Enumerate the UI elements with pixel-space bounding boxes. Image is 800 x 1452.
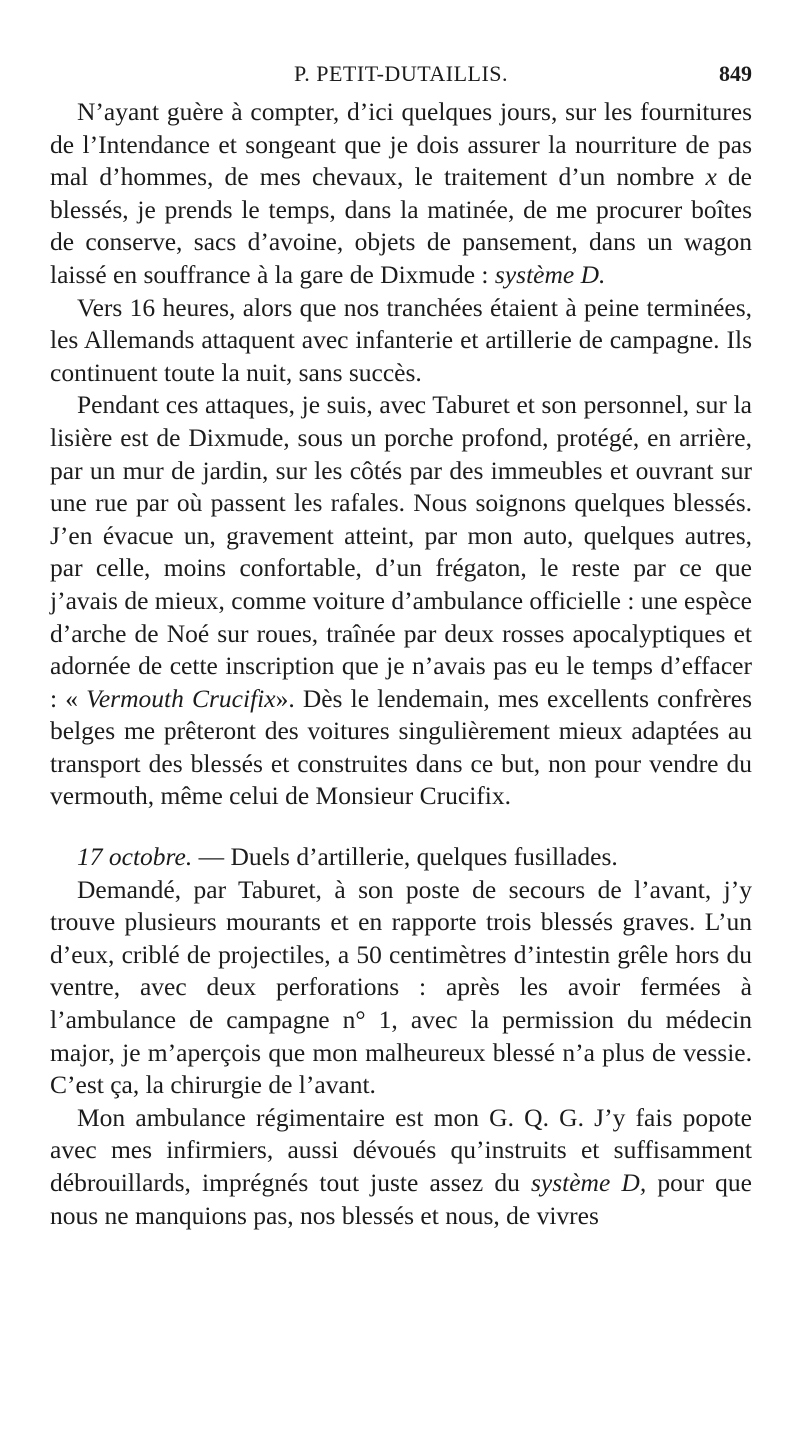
paragraph-3	[50, 389, 752, 813]
paragraph-1-text-cont: de blessés, je prends le temps, dans la matinée, de me procurer boîtes de conserve, sacs d’avoine, objets de pansement, dans un wagon laissé en souffrance à la gare de Dixmude :	[50, 162, 752, 289]
paragraph-1-text: N’ayant guère à compter, d’ici quelques jours, sur les fournitures de l’Intendance et songeant que je dois assurer la nourriture de pas mal d’hommes, de mes chevaux, le traitement d’un nombre	[50, 97, 752, 192]
math-variable: x	[705, 162, 717, 192]
italic-systeme-d-2: système D,	[530, 1168, 647, 1197]
running-head	[50, 56, 752, 92]
page-number: 849	[719, 61, 752, 86]
italic-vermouth-crucifix: Vermouth Crucifix	[86, 683, 276, 713]
paragraph-2: Vers 16 heures, alors que nos tranchées étaient à peine terminées, les Allemands attaquent avec infanterie et artillerie de campagne. Ils continuent toute la nuit, sans succès.	[50, 292, 752, 387]
body-text	[50, 96, 752, 1232]
paragraph-1	[50, 96, 752, 292]
paragraph-6-text: Mon ambulance régimentaire est mon G. Q. G. J’y fais popote avec mes infirmiers, aussi dévoués qu’instruits et suffisamment débrouillards, imprégnés tout juste assez du	[50, 1102, 752, 1197]
running-head-author: P. PETIT-DUTAILLIS.	[293, 61, 509, 86]
paragraph-4-text: Duels d’artillerie, quelques fusillades.	[230, 842, 618, 872]
paragraph-5: Demandé, par Taburet, à son poste de secours de l’avant, j’y trouve plusieurs mourants et en rapporte trois blessés graves. L’un d’eux, criblé de projectiles, a 50 centimètres d’intestin grêle hors du ventre, avec deux perforations : après les avoir fermées à l’ambulance de campagne n° 1, avec la permission du médecin major, je m’aperçois que mon malheureux blessé n’a plus de vessie. C’est ça, la chirurgie de l’avant.	[50, 874, 752, 1100]
paragraph-6-text-cont: pour que nous ne manquions pas, nos blessés et nous, de vivres	[50, 1168, 752, 1230]
entry-date: 17 octobre.	[77, 842, 193, 872]
paragraph-6	[50, 1102, 752, 1232]
paragraph-3-text-cont: ». Dès le lendemain, mes excellents confrères belges me prêteront des voitures singulièrement mieux adaptées au transport des blessés et construites dans ce but, non pour vendre du vermouth, même celui de Monsieur Crucifix.	[50, 683, 752, 811]
entry-dash: —	[198, 842, 225, 872]
italic-systeme-d: système D.	[494, 259, 606, 289]
paragraph-3-text: Pendant ces attaques, je suis, avec Taburet et son personnel, sur la lisière est de Dixmude, sous un porche profond, protégé, en arrière, par un mur de jardin, sur les côtés par des immeubles et ouvrant sur une rue par où passent les rafales. Nous soignons quelques blessés. J’en évacue un, gravement atteint, par mon auto, quelques autres, par celle, moins confortable, d’un frégaton, le reste par ce que j’avais de mieux, comme voiture d’ambulance officielle : une espèce d’arche de Noé sur roues, traînée par deux rosses apocalyptiques et adornée de cette inscription que je n’avais pas eu le temps d’effacer : «	[50, 390, 752, 713]
paragraph-4-dated-entry	[50, 841, 752, 874]
